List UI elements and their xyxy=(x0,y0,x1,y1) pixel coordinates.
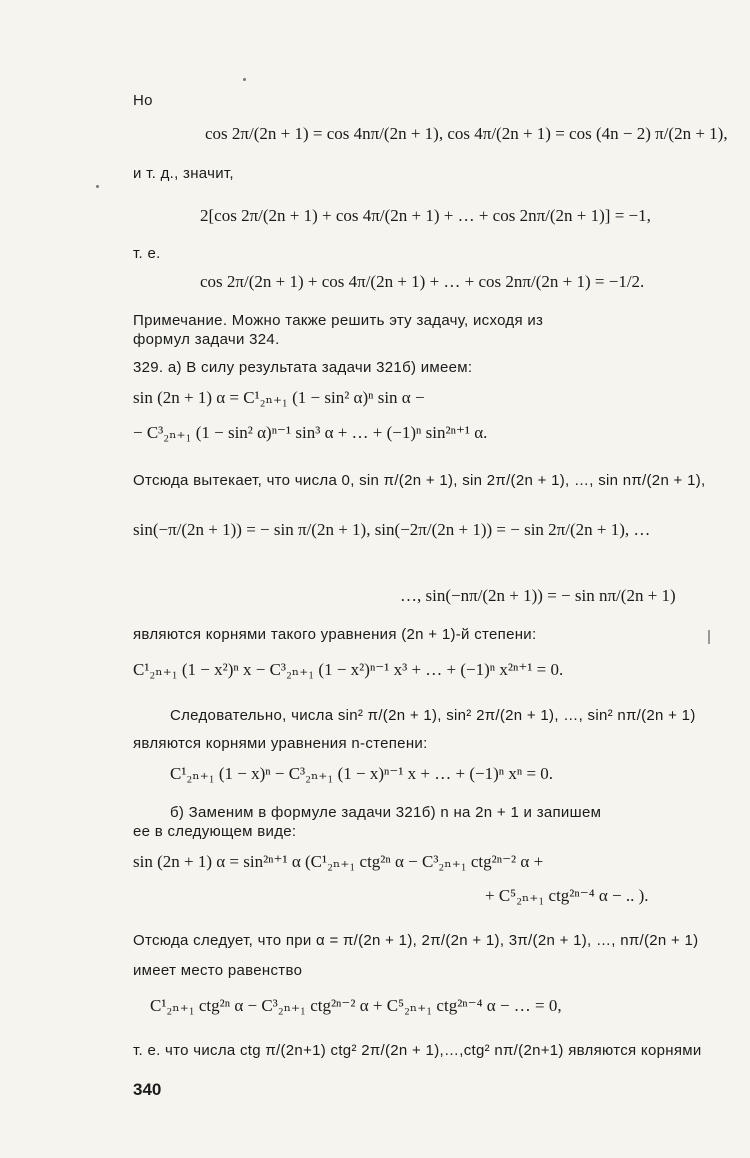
formula-line: cos 2π/(2n + 1) = cos 4nπ/(2n + 1), cos 4π/(2n + 1) = cos (4n − 2) π/(2n + 1), xyxy=(205,124,728,143)
text-line: б) Заменим в формуле задачи 321б) n на 2n + 1 и запишем xyxy=(170,804,602,821)
text-line: являются корнями уравнения n-степени: xyxy=(133,735,428,752)
formula-line: C¹₂ₙ₊₁ (1 − x²)ⁿ x − C³₂ₙ₊₁ (1 − x²)ⁿ⁻¹ x³ + … + (−1)ⁿ x²ⁿ⁺¹ = 0. xyxy=(133,660,564,679)
text-line: Отсюда вытекает, что числа 0, sin π/(2n + 1), sin 2π/(2n + 1), …, sin nπ/(2n + 1), xyxy=(133,472,706,489)
problem-heading: 329. а) В силу результата задачи 321б) имеем: xyxy=(133,359,473,376)
scan-speck xyxy=(243,78,246,81)
note-line: Примечание. Можно также решить эту задачу, исходя из xyxy=(133,312,544,329)
formula-line: − C³₂ₙ₊₁ (1 − sin² α)ⁿ⁻¹ sin³ α + … + (−1)ⁿ sin²ⁿ⁺¹ α. xyxy=(133,423,488,442)
text-line: Отсюда следует, что при α = π/(2n + 1), 2π/(2n + 1), 3π/(2n + 1), …, nπ/(2n + 1) xyxy=(133,932,699,949)
line-no: Но xyxy=(133,92,153,109)
formula-line: sin(−π/(2n + 1)) = − sin π/(2n + 1), sin(−2π/(2n + 1)) = − sin 2π/(2n + 1), … xyxy=(133,520,651,539)
formula-line: + C⁵₂ₙ₊₁ ctg²ⁿ⁻⁴ α − .. ). xyxy=(485,886,649,905)
scan-edge-mark xyxy=(708,630,710,644)
text-line: являются корнями такого уравнения (2n + 1)-й степени: xyxy=(133,626,537,643)
text-line: Следовательно, числа sin² π/(2n + 1), sin² 2π/(2n + 1), …, sin² nπ/(2n + 1) xyxy=(170,707,696,724)
scan-speck xyxy=(96,185,99,188)
formula-line: C¹₂ₙ₊₁ (1 − x)ⁿ − C³₂ₙ₊₁ (1 − x)ⁿ⁻¹ x + … + (−1)ⁿ xⁿ = 0. xyxy=(170,764,554,783)
text-line: т. е. xyxy=(133,245,161,262)
formula-line: …, sin(−nπ/(2n + 1)) = − sin nπ/(2n + 1) xyxy=(400,586,676,605)
formula-line: 2[cos 2π/(2n + 1) + cos 4π/(2n + 1) + … + cos 2nπ/(2n + 1)] = −1, xyxy=(200,206,651,225)
text-line: имеет место равенство xyxy=(133,962,303,979)
text-line: т. е. что числа ctg π/(2n+1) ctg² 2π/(2n + 1),…,ctg² nπ/(2n+1) являются корнями xyxy=(133,1042,702,1059)
formula-line: sin (2n + 1) α = sin²ⁿ⁺¹ α (C¹₂ₙ₊₁ ctg²ⁿ α − C³₂ₙ₊₁ ctg²ⁿ⁻² α + xyxy=(133,852,544,871)
formula-line: sin (2n + 1) α = C¹₂ₙ₊₁ (1 − sin² α)ⁿ sin α − xyxy=(133,388,425,407)
formula-line: cos 2π/(2n + 1) + cos 4π/(2n + 1) + … + cos 2nπ/(2n + 1) = −1/2. xyxy=(200,272,645,291)
text-line: ее в следующем виде: xyxy=(133,823,297,840)
note-line: формул задачи 324. xyxy=(133,331,280,348)
page-number: 340 xyxy=(133,1080,162,1099)
formula-line: C¹₂ₙ₊₁ ctg²ⁿ α − C³₂ₙ₊₁ ctg²ⁿ⁻² α + C⁵₂ₙ₊₁ ctg²ⁿ⁻⁴ α − … = 0, xyxy=(150,996,562,1015)
text-line: и т. д., значит, xyxy=(133,165,234,182)
